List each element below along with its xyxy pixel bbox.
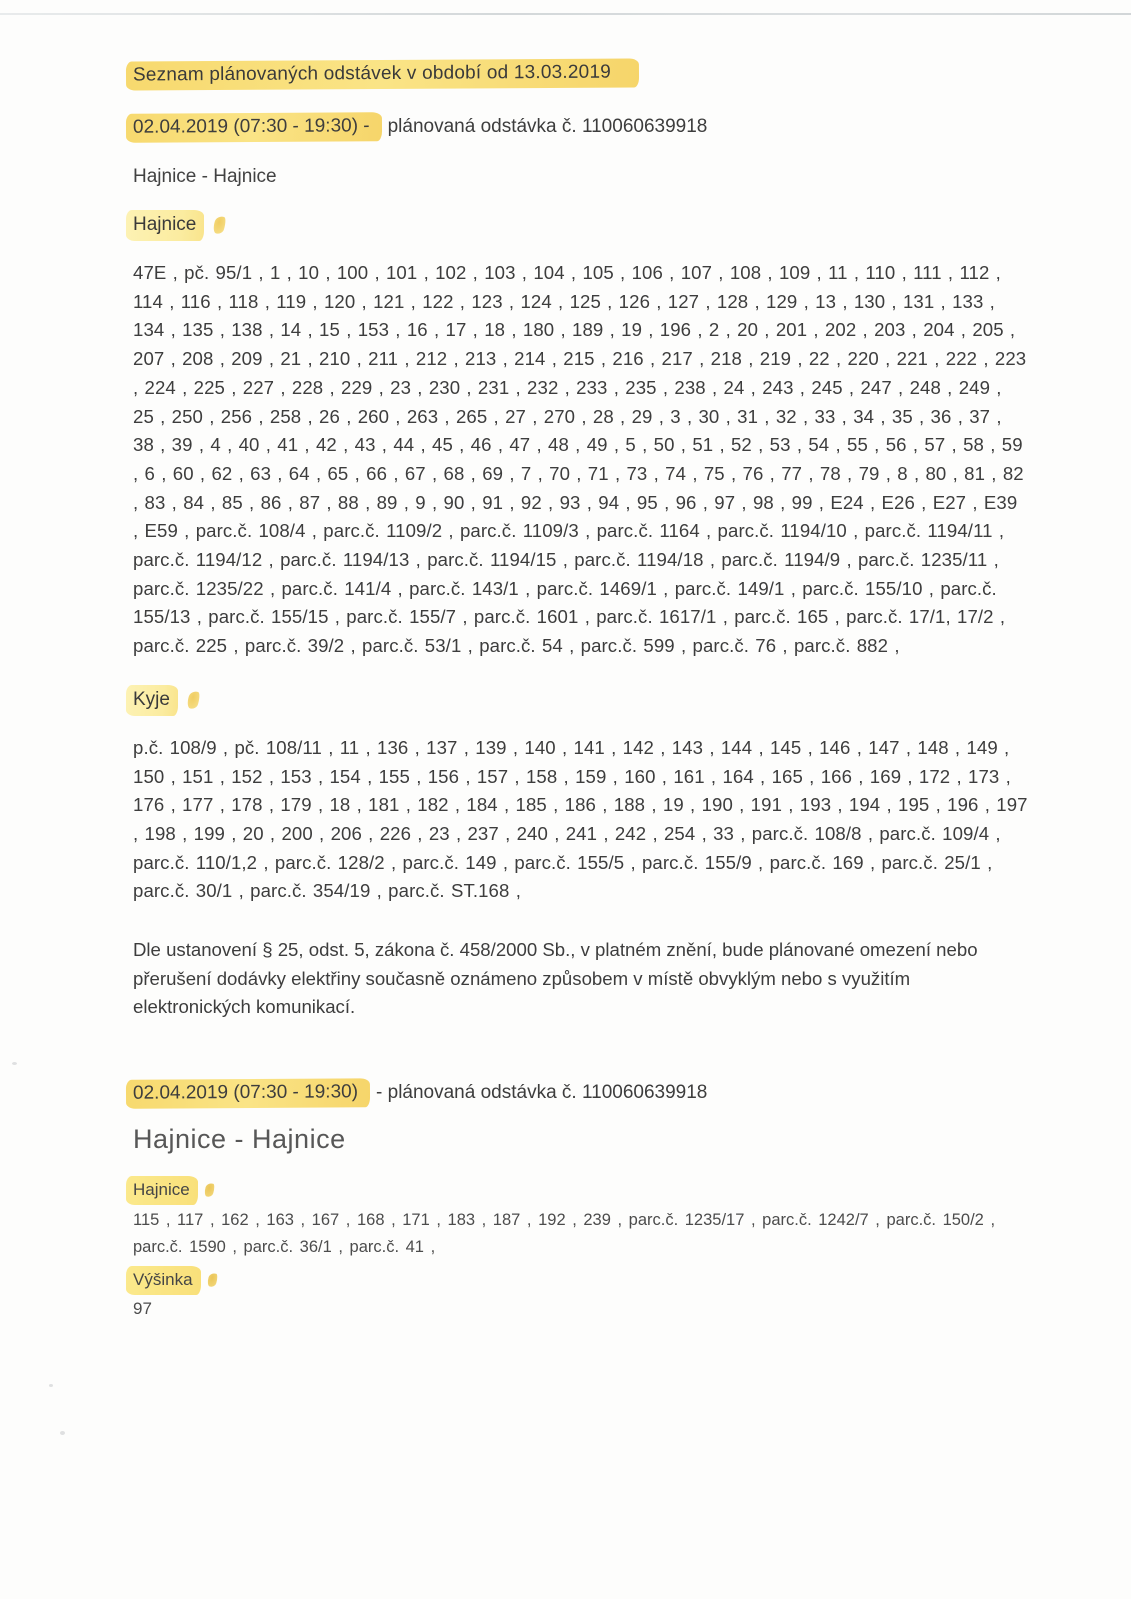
outage-1-parcel-list-kyje: p.č. 108/9 , pč. 108/11 , 11 , 136 , 137 , 139 , 140 , 141 , 142 , 143 , 144 , 145 , 146 , 147 , 148 , 149 , 150 , 151 , 152 , 153 , 154 , 155 , 156 , 157 , 158 , 159 , 160 , 161 , 164 , 165 , 166 , 169 , 172 , 173 , 176 , 177 , 178 , 179 , 18 , 181 , 182 , 184 , 185 , 186 , 188 , 19 , 190 , 191 , 193 , 194 , 195 , 196 , 197 , 198 , 199 , 20 , 200 , 206 , 226 , 23 , 237 , 240 , 241 , 242 , 254 , 33 , parc.č. 108/8 , parc.č. 109/4 , parc.č. 110/1,2 , parc.č. 128/2 , parc.č. 149 , parc.č. 155/5 , parc.č. 155/9 , parc.č. 169 , parc.č. 25/1 , parc.č. 30/1 , parc.č. 354/19 , parc.č. ST.168 , [133, 736, 1028, 902]
outage-2-date-highlight: 02.04.2019 (07:30 - 19:30) [126, 1078, 370, 1108]
section-label-highlight: Hajnice [126, 1176, 198, 1205]
outage-2-date-line [133, 1079, 1028, 1108]
outage-1-parcel-list-hajnice: 47E , pč. 95/1 , 1 , 10 , 100 , 101 , 102 , 103 , 104 , 105 , 106 , 107 , 108 , 109 , 11 , 110 , 111 , 112 , 114 , 116 , 118 , 119 , 120 , 121 , 122 , 123 , 124 , 125 , 126 , 127 , 128 , 129 , 13 , 130 , 131 , 133 , 134 , 135 , 138 , 14 , 15 , 153 , 16 , 17 , 18 , 180 , 189 , 19 , 196 , 2 , 20 , 201 , 202 , 203 , 204 , 205 , 207 , 208 , 209 , 21 , 210 , 211 , 212 , 213 , 214 , 215 , 216 , 217 , 218 , 219 , 22 , 220 , 221 , 222 , 223 , 224 , 225 , 227 , 228 , 229 , 23 , 230 , 231 , 232 , 233 , 235 , 238 , 24 , 243 , 245 , 247 , 248 , 249 , 25 , 250 , 256 , 258 , 26 , 260 , 263 , 265 , 27 , 270 , 28 , 29 , 3 , 30 , 31 , 32 , 33 , 34 , 35 , 36 , 37 , 38 , 39 , 4 , 40 , 41 , 42 , 43 , 44 , 45 , 46 , 47 , 48 , 49 , 5 , 50 , 51 , 52 , 53 , 54 , 55 , 56 , 57 , 58 , 59 , 6 , 60 , 62 , 63 , 64 , 65 , 66 , 67 , 68 , 69 , 7 , 70 , 71 , 73 , 74 , 75 , 76 , 77 , 78 , 79 , 8 , 80 , 81 , 82 , 83 , 84 , 85 , 86 , 87 , 88 , 89 , 9 , 90 , 91 , 92 , 93 , 94 , 95 , 96 , 97 , 98 , 99 , E24 , E26 , E27 , E39 , E59 , parc.č. 108/4 , parc.č. 1109/2 , parc.č. 1109/3 , parc.č. 1164 , parc.č. 1194/10 , parc.č. 1194/11 , parc.č. 1194/12 , parc.č. 1194/13 , parc.č. 1194/15 , parc.č. 1194/18 , parc.č. 1194/9 , parc.č. 1235/11 , parc.č. 1235/22 , parc.č. 141/4 , parc.č. 143/1 , parc.č. 1469/1 , parc.č. 149/1 , parc.č. 155/10 , parc.č. 155/13 , parc.č. 155/15 , parc.č. 155/7 , parc.č. 1601 , parc.č. 1617/1 , parc.č. 165 , parc.č. 17/1, 17/2 , parc.č. 225 , parc.č. 39/2 , parc.č. 53/1 , parc.č. 54 , parc.č. 599 , parc.č. 76 , parc.č. 882 , [133, 262, 1027, 657]
highlighter-tip-icon [212, 215, 228, 235]
outage-2-section-label-vysinka [133, 1266, 1028, 1295]
section-label-highlight: Kyje [126, 685, 178, 716]
outage-2-parcel-list-vysinka: 97 [133, 1299, 152, 1319]
outage-2-section-label-hajnice [133, 1176, 1028, 1205]
document-title [133, 60, 1028, 89]
document-content [133, 60, 1028, 1321]
outage-1-section-label-kyje [133, 685, 1028, 716]
outage-1-date-line [133, 113, 1028, 142]
highlighter-tip-icon [203, 1182, 216, 1198]
outage-2-route: Hajnice - Hajnice [133, 1124, 346, 1155]
outage-2-outage-number: - plánovaná odstávka č. 110060639918 [376, 1082, 708, 1104]
section-label-highlight: Výšinka [126, 1266, 201, 1295]
highlighter-tip-icon [186, 690, 202, 710]
outage-1-date-highlight: 02.04.2019 (07:30 - 19:30) - [126, 112, 382, 143]
outage-1-route: Hajnice - Hajnice [133, 166, 277, 187]
scan-speck [12, 1062, 17, 1065]
outage-2-parcel-list-hajnice: 115 , 117 , 162 , 163 , 167 , 168 , 171 , 183 , 187 , 192 , 239 , parc.č. 1235/17 , parc.č. 1242/7 , parc.č. 150/2 , parc.č. 1590 , parc.č. 36/1 , parc.č. 41 , [133, 1211, 996, 1257]
scan-edge-artifact [0, 13, 1131, 15]
scan-speck [60, 1431, 65, 1435]
outage-1-outage-number: plánovaná odstávka č. 110060639918 [387, 116, 708, 137]
outage-1-section-label-hajnice [133, 210, 1028, 241]
legal-note: Dle ustanovení § 25, odst. 5, zákona č. 458/2000 Sb., v platném znění, bude plánované omezení nebo přerušení dodávky elektřiny současně oznámeno způsobem v místě obvyklým nebo s využitím elektronických komunikací. [133, 939, 978, 1018]
scan-speck [49, 1384, 53, 1387]
section-label-highlight: Hajnice [126, 210, 204, 241]
title-highlight: Seznam plánovaných odstávek v období od 13.03.2019 [126, 58, 639, 90]
highlighter-tip-icon [206, 1272, 219, 1288]
